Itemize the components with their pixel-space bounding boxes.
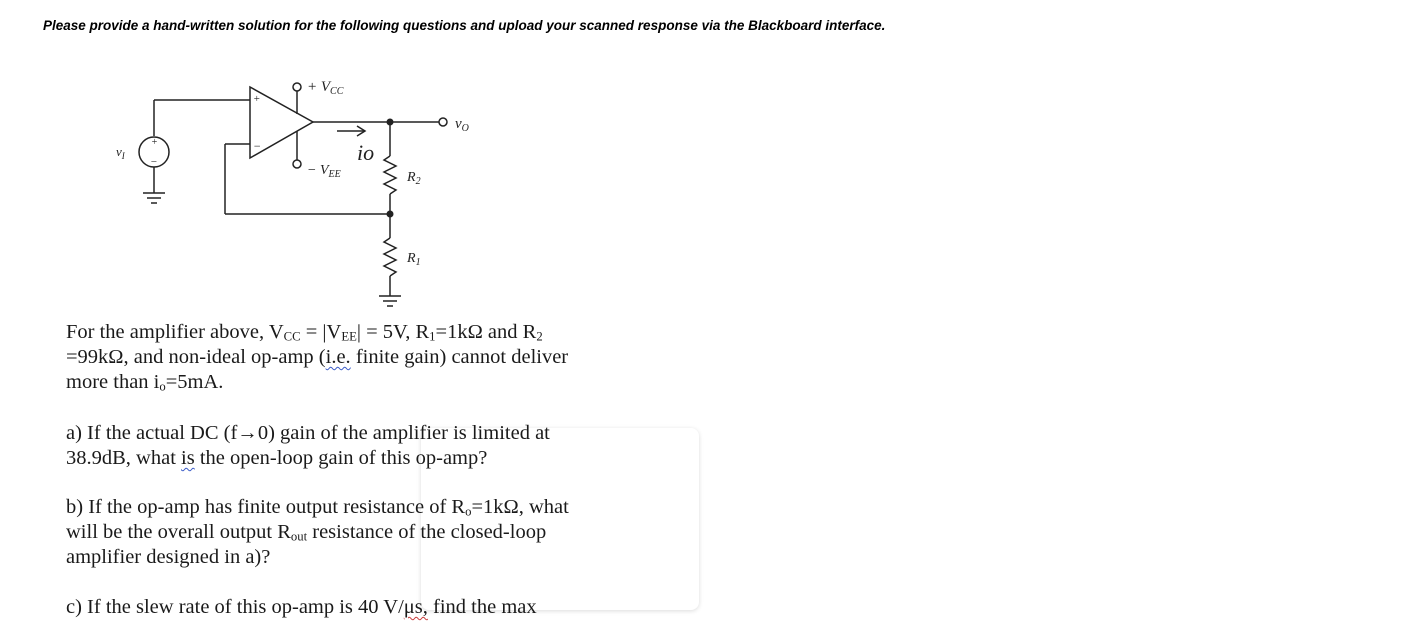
vee-label: − $V_{EE}$	[307, 163, 341, 180]
vcc-label: + $V_{CC}$	[307, 79, 344, 97]
resistor-r1	[384, 238, 396, 276]
intro-line-1: For the amplifier above, $V_{CC} = |V_{EE}| = 5V$, $R_1=1k\Omega$ and $R_2$	[66, 321, 543, 344]
source-minus-sign: −	[150, 156, 158, 168]
intro-line-3: more than $i_o=5mA$.	[66, 371, 224, 394]
question-a-line-2: 38.9dB, what is the open-loop gain of this op-amp?	[66, 447, 488, 469]
io-label: io	[357, 140, 375, 165]
intro-paragraph	[66, 320, 568, 395]
r1-label: $R_1$	[407, 251, 421, 268]
output-node	[387, 119, 394, 126]
question-c	[66, 595, 537, 620]
vi-label: $v_I$	[116, 144, 125, 161]
vee-terminal	[293, 160, 301, 168]
vo-label: $v_O$	[455, 116, 469, 134]
resistor-r2	[384, 156, 396, 194]
opamp-minus-sign: −	[253, 139, 262, 153]
question-b-line-2: will be the overall output $R_{out}$ resistance of the closed-loop	[66, 521, 547, 544]
vo-terminal	[439, 118, 447, 126]
question-b	[66, 495, 606, 570]
vcc-terminal	[293, 83, 301, 91]
source-plus-sign: +	[151, 137, 158, 148]
opamp-plus-sign: +	[253, 93, 261, 105]
intro-line-2: =99kΩ, and non-ideal op-amp (i.e. finite gain) cannot deliver	[66, 346, 569, 368]
question-c-line-1: c) If the slew rate of this op-amp is 40 V/μs, find the max	[66, 596, 537, 618]
op-amp-circuit-diagram	[100, 60, 520, 315]
question-a-line-1: a) If the actual DC (f→0) gain of the amplifier is limited at	[66, 422, 550, 444]
question-a	[66, 421, 550, 471]
instruction-text: Please provide a hand-written solution for the following questions and upload your scanned response via the Blackboard interface.	[43, 18, 886, 33]
feedback-node	[387, 211, 394, 218]
question-b-line-3: amplifier designed in a)?	[66, 546, 271, 568]
question-b-line-1: b) If the op-amp has finite output resistance of $R_o=1k\Omega$, what	[66, 496, 569, 519]
r2-label: $R_2$	[407, 170, 421, 187]
